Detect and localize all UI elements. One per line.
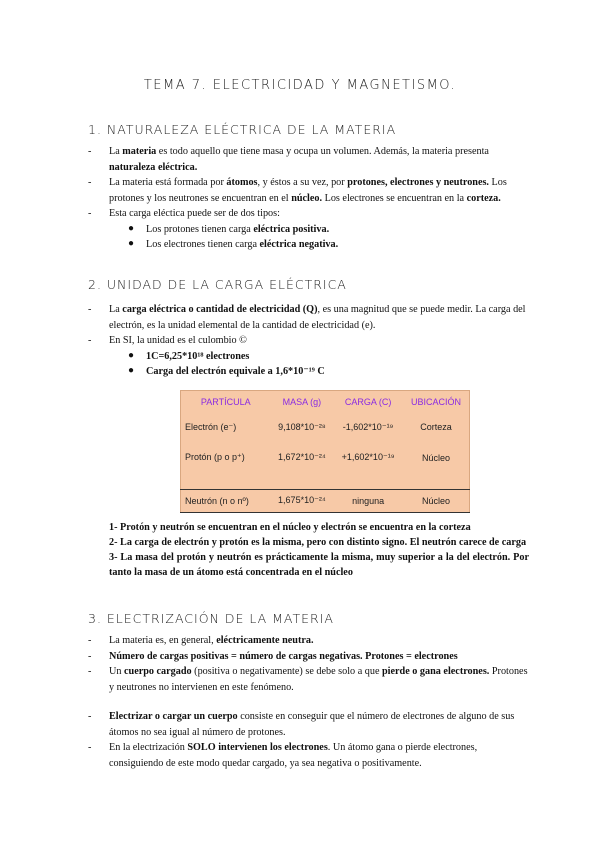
- table-cell: Protón (p o p⁺): [185, 452, 245, 463]
- table-header: MASA (g): [282, 396, 322, 407]
- table-cell: Neutrón (n o nº): [181, 489, 271, 512]
- dash-marker: -: [88, 146, 92, 157]
- bold-text: protones, electrones y neutrones.: [347, 177, 489, 188]
- bullet-dot-icon: ●: [128, 365, 135, 376]
- bold-text: átomos: [226, 177, 258, 188]
- bold-text: eléctricamente neutra.: [216, 635, 314, 646]
- table-row: [181, 489, 470, 512]
- table-cell: 9,108*10⁻²⁸: [278, 421, 326, 432]
- table-cell: -1,602*10⁻¹⁹: [342, 421, 394, 432]
- table-notes: [109, 520, 529, 580]
- list-item: [88, 206, 528, 222]
- table-row: [181, 442, 470, 474]
- bold-text: eléctrica positiva.: [253, 223, 330, 235]
- section-3-heading: 3. ELECTRIZACIÓN DE LA MATERIA: [88, 611, 334, 626]
- text-run: Protones y neutrones no intervienen en este fenómeno.: [109, 666, 528, 693]
- bullet-dot-icon: ●: [128, 349, 135, 361]
- page-title: TEMA 7. ELECTRICIDAD Y MAGNETISMO.: [143, 78, 457, 93]
- particle-table: [180, 390, 470, 513]
- text-run: La: [109, 146, 123, 157]
- text-run: Esta carga eléctica puede ser de dos tipos:: [109, 208, 280, 219]
- dash-marker: -: [88, 650, 92, 662]
- bold-text: pierde o gana electrones.: [382, 666, 490, 677]
- note-1: 1- Protón y neutrón se encuentran en el núcleo y electrón se encuentra en la corteza: [109, 522, 471, 533]
- dash-marker: -: [88, 304, 92, 315]
- bold-text: cuerpo cargado: [124, 666, 192, 677]
- text-run: La materia está formada por: [109, 177, 227, 188]
- table-cell: Núcleo: [421, 452, 450, 463]
- text-run: (positiva o negativamente) se debe solo a que: [191, 666, 383, 677]
- list-item: [88, 633, 528, 649]
- section-3-body-2: [88, 709, 528, 771]
- text-run: Los electrones se encuentran en la: [322, 192, 467, 204]
- text-run: Los protones y los neutrones se encuentran en el: [109, 177, 507, 204]
- table-cell: +1,602*10⁻¹⁹: [341, 452, 395, 463]
- text-run: La: [109, 304, 123, 315]
- dash-marker: -: [88, 635, 92, 646]
- table-cell: Núcleo: [403, 489, 470, 512]
- section-2-body: [88, 302, 528, 380]
- bold-text: 1C=6,25*10¹⁸ electrones: [146, 350, 250, 362]
- dash-marker: -: [88, 666, 92, 677]
- table-cell: Electrón (e⁻): [185, 421, 237, 432]
- list-item: [88, 649, 528, 665]
- dash-marker: -: [88, 711, 92, 722]
- table-header-row: [181, 391, 470, 413]
- bold-text: materia: [122, 146, 157, 157]
- dash-marker: -: [88, 335, 92, 346]
- table-cell: 1,675*10⁻²⁴: [271, 489, 334, 512]
- note-3: 3- La masa del protón y neutrón es prácticamente la misma, muy superior a la del electrón. Por tanto la masa de un átomo está concentrada en el núcleo: [109, 552, 529, 578]
- text-run: Los protones tienen carga: [146, 223, 254, 235]
- bold-text: Electrizar o cargar un cuerpo: [109, 711, 238, 722]
- table-spacer-row: [181, 474, 470, 489]
- bold-text: corteza.: [466, 192, 501, 204]
- list-item: [88, 709, 528, 740]
- bold-text: núcleo.: [291, 192, 323, 204]
- text-run: . Un átomo gana o pierde electrones, consiguiendo de este modo quedar cargado, ya sea negativa o positivamente.: [109, 742, 478, 769]
- list-item: [88, 302, 528, 333]
- bullet-dot-icon: ●: [128, 238, 135, 249]
- table-header: PARTÍCULA: [200, 396, 251, 407]
- list-item: [88, 144, 528, 175]
- dash-marker: -: [88, 208, 92, 219]
- bold-text: Carga del electrón equivale a 1,6*10⁻¹⁹ C: [146, 366, 325, 377]
- text-run: , es una magnitud que se puede medir. La carga del electrón, es la unidad elemental de la cantidad de electricidad (e).: [109, 304, 526, 331]
- text-run: consiste en conseguir que el número de electrones de alguno de sus átomos no sea igual al número de protones.: [109, 711, 515, 738]
- section-1-heading: 1. NATURALEZA ELÉCTRICA DE LA MATERIA: [88, 122, 397, 137]
- note-2: 2- La carga de electrón y protón es la misma, pero con distinto signo. El neutrón carece de carga: [109, 537, 527, 548]
- section-1-body: [88, 144, 528, 253]
- table-row: [181, 412, 470, 442]
- text-run: En la electrización: [109, 742, 188, 753]
- dash-marker: -: [88, 742, 92, 753]
- bold-text: eléctrica negativa.: [259, 239, 339, 250]
- bullet-item: [88, 237, 528, 253]
- bullet-item: [88, 222, 528, 238]
- list-item: [88, 175, 528, 206]
- bold-text: naturaleza eléctrica.: [109, 161, 198, 173]
- section-3-body: [88, 633, 528, 695]
- table-cell: 1,672*10⁻²⁴: [278, 452, 326, 463]
- text-run: , y éstos a su vez, por: [257, 177, 348, 188]
- list-item: [88, 740, 528, 771]
- bullet-dot-icon: ●: [128, 222, 135, 234]
- table-cell: Corteza: [420, 422, 452, 433]
- text-run: Un: [109, 666, 124, 677]
- bold-text: carga eléctrica o cantidad de electricidad (Q): [122, 304, 318, 315]
- list-item: [88, 664, 528, 695]
- dash-marker: -: [88, 177, 92, 188]
- bold-text: SOLO intervienen los electrones: [187, 742, 328, 753]
- text-run: En SI, la unidad es el culombio ©: [109, 335, 247, 346]
- section-2-heading: 2. UNIDAD DE LA CARGA ELÉCTRICA: [88, 277, 347, 292]
- bold-text: Número de cargas positivas = número de cargas negativas. Protones = electrones: [109, 650, 458, 662]
- text-run: Los electrones tienen carga: [146, 239, 260, 250]
- table-header: UBICACIÓN: [410, 396, 461, 407]
- bullet-item: [88, 364, 528, 380]
- table-cell: ninguna: [333, 489, 403, 512]
- text-run: La materia es, en general,: [109, 635, 217, 646]
- bullet-item: [88, 349, 528, 365]
- table-header: CARGA (C): [344, 396, 392, 407]
- text-run: es todo aquello que tiene masa y ocupa un volumen. Además, la materia presenta: [156, 146, 489, 157]
- list-item: [88, 333, 528, 349]
